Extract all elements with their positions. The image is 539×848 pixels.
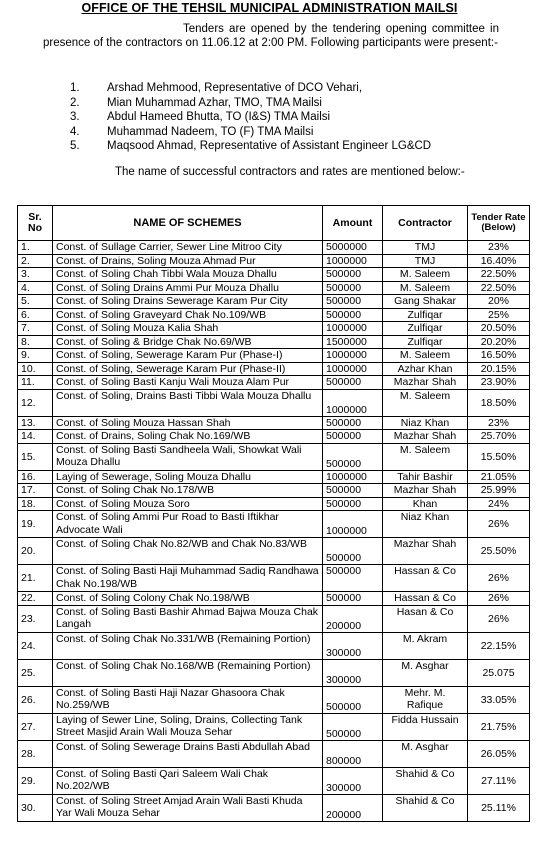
cell-tender-rate: 21.05% [468, 470, 530, 484]
cell-amount: 1000000 [323, 389, 383, 416]
cell-scheme-name: Const. of Soling Drains Ammi Pur Mouza Dhallu [53, 281, 323, 295]
cell-contractor: Mehr. M. Rafique [383, 686, 468, 713]
participant-item [70, 139, 431, 154]
table-row [18, 740, 530, 767]
cell-contractor: Mazhar Shah [383, 484, 468, 498]
cell-sr-no: 17. [18, 484, 53, 498]
table-body [18, 241, 530, 822]
table-row [18, 484, 530, 498]
table-row [18, 376, 530, 390]
cell-amount: 300000 [323, 659, 383, 686]
cell-tender-rate: 22.50% [468, 281, 530, 295]
cell-sr-no: 2. [18, 254, 53, 268]
cell-tender-rate: 16.40% [468, 254, 530, 268]
table-header-row [18, 206, 530, 241]
cell-amount: 500000 [323, 565, 383, 592]
table-row [18, 281, 530, 295]
cell-amount: 500000 [323, 497, 383, 511]
cell-scheme-name: Const. of Drains, Soling Chak No.169/WB [53, 430, 323, 444]
cell-amount: 500000 [323, 376, 383, 390]
cell-amount: 500000 [323, 295, 383, 309]
cell-contractor: Khan [383, 497, 468, 511]
cell-amount: 500000 [323, 713, 383, 740]
cell-scheme-name: Const. of Soling Basti Haji Nazar Ghasoora Chak No.259/WB [53, 686, 323, 713]
cell-contractor: Zulfiqar [383, 335, 468, 349]
cell-tender-rate: 23% [468, 416, 530, 430]
cell-amount: 1000000 [323, 470, 383, 484]
cell-tender-rate: 26.05% [468, 740, 530, 767]
cell-amount: 200000 [323, 605, 383, 632]
participant-item [70, 81, 431, 96]
cell-amount: 1500000 [323, 335, 383, 349]
participant-number: 5. [70, 140, 80, 152]
participant-name: Maqsood Ahmad, Representative of Assistant Engineer LG&CD [107, 140, 432, 152]
cell-scheme-name: Const. of Soling & Bridge Chak No.69/WB [53, 335, 323, 349]
tenders-table [17, 205, 530, 822]
table-row [18, 592, 530, 606]
cell-tender-rate: 25.99% [468, 484, 530, 498]
cell-amount: 500000 [323, 416, 383, 430]
participant-name: Abdul Hameed Bhutta, TO (I&S) TMA Mailsi [107, 111, 331, 123]
cell-sr-no: 1. [18, 241, 53, 255]
table-row [18, 416, 530, 430]
cell-scheme-name: Const. of Soling Mouza Kalia Shah [53, 322, 323, 336]
cell-scheme-name: Const. of Soling Chak No.178/WB [53, 484, 323, 498]
cell-sr-no: 4. [18, 281, 53, 295]
cell-sr-no: 13. [18, 416, 53, 430]
cell-sr-no: 14. [18, 430, 53, 444]
cell-sr-no: 6. [18, 308, 53, 322]
header-scheme-name: NAME OF SCHEMES [53, 206, 323, 241]
cell-scheme-name: Const. of Soling Chak No.331/WB (Remaining Portion) [53, 632, 323, 659]
table-row [18, 767, 530, 794]
cell-scheme-name: Const. of Soling, Sewerage Karam Pur (Phase-I) [53, 349, 323, 363]
cell-tender-rate: 22.50% [468, 268, 530, 282]
intro-text: Tenders are opened by the tendering opening committee in presence of the contractors on 11.06.12 at 2:00 PM. Following participants were present:- [43, 23, 499, 49]
cell-amount: 500000 [323, 308, 383, 322]
participant-name: Arshad Mehmood, Representative of DCO Vehari, [107, 82, 363, 94]
cell-scheme-name: Const. of Soling Basti Bashir Ahmad Bajwa Mouza Chak Langah [53, 605, 323, 632]
cell-sr-no: 19. [18, 511, 53, 538]
table-row [18, 308, 530, 322]
cell-contractor: Mazhar Shah [383, 376, 468, 390]
cell-tender-rate: 33.05% [468, 686, 530, 713]
table-row [18, 254, 530, 268]
cell-sr-no: 21. [18, 565, 53, 592]
cell-amount: 500000 [323, 686, 383, 713]
table-row [18, 389, 530, 416]
cell-sr-no: 20. [18, 538, 53, 565]
table-row [18, 605, 530, 632]
cell-sr-no: 25. [18, 659, 53, 686]
table-row [18, 470, 530, 484]
cell-scheme-name: Laying of Sewer Line, Soling, Drains, Collecting Tank Street Masjid Arain Wali Mouza Sehar [53, 713, 323, 740]
cell-sr-no: 11. [18, 376, 53, 390]
participant-number: 4. [70, 125, 80, 138]
cell-sr-no: 22. [18, 592, 53, 606]
cell-sr-no: 16. [18, 470, 53, 484]
cell-tender-rate: 26% [468, 605, 530, 632]
cell-scheme-name: Const. of Drains, Soling Mouza Ahmad Pur [53, 254, 323, 268]
cell-sr-no: 8. [18, 335, 53, 349]
participant-item [70, 125, 431, 140]
cell-sr-no: 23. [18, 605, 53, 632]
cell-scheme-name: Const. of Soling Colony Chak No.198/WB [53, 592, 323, 606]
cell-tender-rate: 20.50% [468, 322, 530, 336]
cell-sr-no: 15. [18, 443, 53, 470]
cell-tender-rate: 25.11% [468, 794, 530, 821]
table-row [18, 335, 530, 349]
cell-contractor: Fidda Hussain [383, 713, 468, 740]
cell-contractor: Niaz Khan [383, 511, 468, 538]
cell-sr-no: 26. [18, 686, 53, 713]
cell-tender-rate: 26% [468, 592, 530, 606]
cell-amount: 1000000 [323, 362, 383, 376]
cell-scheme-name: Const. of Soling Sewerage Drains Basti Abdullah Abad [53, 740, 323, 767]
table-row [18, 565, 530, 592]
cell-sr-no: 27. [18, 713, 53, 740]
cell-amount: 1000000 [323, 254, 383, 268]
cell-tender-rate: 23.90% [468, 376, 530, 390]
cell-tender-rate: 26% [468, 565, 530, 592]
cell-scheme-name: Const. of Soling Basti Kanju Wali Mouza Alam Pur [53, 376, 323, 390]
cell-contractor: M. Saleem [383, 443, 468, 470]
participant-number: 2. [70, 96, 80, 109]
cell-scheme-name: Const. of Soling Basti Haji Muhammad Sadiq Randhawa Chak No.198/WB [53, 565, 323, 592]
cell-sr-no: 30. [18, 794, 53, 821]
cell-sr-no: 18. [18, 497, 53, 511]
cell-contractor: M. Akram [383, 632, 468, 659]
cell-amount: 5000000 [323, 241, 383, 255]
cell-amount: 300000 [323, 632, 383, 659]
header-tender-rate: Tender Rate (Below) [468, 206, 530, 241]
cell-amount: 500000 [323, 484, 383, 498]
participant-name: Mian Muhammad Azhar, TMO, TMA Mailsi [107, 96, 322, 109]
cell-amount: 500000 [323, 268, 383, 282]
cell-tender-rate: 15.50% [468, 443, 530, 470]
cell-scheme-name: Const. of Sullage Carrier, Sewer Line Mitroo City [53, 241, 323, 255]
cell-contractor: Gang Shakar [383, 295, 468, 309]
cell-amount: 200000 [323, 794, 383, 821]
cell-sr-no: 29. [18, 767, 53, 794]
cell-contractor: TMJ [383, 241, 468, 255]
results-intro-paragraph [43, 166, 499, 180]
participant-number: 1. [70, 82, 80, 94]
header-contractor: Contractor [383, 206, 468, 241]
cell-amount: 800000 [323, 740, 383, 767]
cell-contractor: Hassan & Co [383, 592, 468, 606]
cell-tender-rate: 18.50% [468, 389, 530, 416]
table-row [18, 794, 530, 821]
cell-tender-rate: 25.50% [468, 538, 530, 565]
cell-scheme-name: Const. of Soling Basti Qari Saleem Wali Chak No.202/WB [53, 767, 323, 794]
cell-tender-rate: 21.75% [468, 713, 530, 740]
cell-amount: 300000 [323, 767, 383, 794]
results-intro-text: The name of successful contractors and rates are mentioned below:- [115, 166, 465, 178]
cell-contractor: Niaz Khan [383, 416, 468, 430]
cell-tender-rate: 23% [468, 241, 530, 255]
header-sr-no: Sr. No [18, 206, 53, 241]
cell-contractor: M. Saleem [383, 281, 468, 295]
cell-contractor: Tahir Bashir [383, 470, 468, 484]
table-row [18, 268, 530, 282]
cell-sr-no: 12. [18, 389, 53, 416]
cell-scheme-name: Const. of Soling, Sewerage Karam Pur (Phase-II) [53, 362, 323, 376]
table-row [18, 497, 530, 511]
cell-contractor: Zulfiqar [383, 322, 468, 336]
cell-scheme-name: Const. of Soling Ammi Pur Road to Basti Iftikhar Advocate Wali [53, 511, 323, 538]
cell-sr-no: 3. [18, 268, 53, 282]
cell-tender-rate: 25.70% [468, 430, 530, 444]
table-row [18, 362, 530, 376]
cell-tender-rate: 20.15% [468, 362, 530, 376]
cell-tender-rate: 20% [468, 295, 530, 309]
cell-scheme-name: Const. of Soling Drains Sewerage Karam Pur City [53, 295, 323, 309]
cell-sr-no: 5. [18, 295, 53, 309]
table-row [18, 443, 530, 470]
cell-scheme-name: Laying of Sewerage, Soling Mouza Dhallu [53, 470, 323, 484]
cell-scheme-name: Const. of Soling Basti Sandheela Wali, Showkat Wali Mouza Dhallu [53, 443, 323, 470]
cell-tender-rate: 24% [468, 497, 530, 511]
cell-tender-rate: 16.50% [468, 349, 530, 363]
cell-scheme-name: Const. of Soling Mouza Soro [53, 497, 323, 511]
cell-scheme-name: Const. of Soling Street Amjad Arain Wali Basti Khuda Yar Wali Mouza Sehar [53, 794, 323, 821]
cell-contractor: Shahid & Co [383, 794, 468, 821]
cell-contractor: Shahid & Co [383, 767, 468, 794]
cell-scheme-name: Const. of Soling, Drains Basti Tibbi Wala Mouza Dhallu [53, 389, 323, 416]
cell-contractor: M. Saleem [383, 389, 468, 416]
table-row [18, 511, 530, 538]
cell-amount: 500000 [323, 281, 383, 295]
cell-amount: 500000 [323, 592, 383, 606]
cell-contractor: Zulfiqar [383, 308, 468, 322]
table-row [18, 713, 530, 740]
cell-contractor: M. Saleem [383, 268, 468, 282]
cell-amount: 500000 [323, 443, 383, 470]
cell-contractor: Azhar Khan [383, 362, 468, 376]
table-row [18, 295, 530, 309]
participants-list [70, 81, 431, 154]
cell-sr-no: 7. [18, 322, 53, 336]
cell-contractor: Mazhar Shah [383, 538, 468, 565]
cell-amount: 1000000 [323, 322, 383, 336]
cell-tender-rate: 25.075 [468, 659, 530, 686]
cell-scheme-name: Const. of Soling Mouza Hassan Shah [53, 416, 323, 430]
cell-sr-no: 9. [18, 349, 53, 363]
table-row [18, 349, 530, 363]
cell-contractor: Mazhar Shah [383, 430, 468, 444]
cell-tender-rate: 20.20% [468, 335, 530, 349]
cell-tender-rate: 25% [468, 308, 530, 322]
cell-contractor: M. Asghar [383, 659, 468, 686]
cell-amount: 500000 [323, 538, 383, 565]
cell-amount: 500000 [323, 430, 383, 444]
participant-item [70, 96, 431, 111]
table-row [18, 241, 530, 255]
cell-tender-rate: 26% [468, 511, 530, 538]
cell-amount: 1000000 [323, 349, 383, 363]
cell-sr-no: 10. [18, 362, 53, 376]
participant-item [70, 110, 431, 125]
participant-name: Muhammad Nadeem, TO (F) TMA Mailsi [107, 125, 314, 138]
cell-contractor: M. Asghar [383, 740, 468, 767]
cell-contractor: Hassan & Co [383, 565, 468, 592]
cell-contractor: Hasan & Co [383, 605, 468, 632]
cell-scheme-name: Const. of Soling Chak No.168/WB (Remaining Portion) [53, 659, 323, 686]
cell-scheme-name: Const. of Soling Chah Tibbi Wala Mouza Dhallu [53, 268, 323, 282]
table-row [18, 686, 530, 713]
cell-contractor: M. Saleem [383, 349, 468, 363]
cell-contractor: TMJ [383, 254, 468, 268]
cell-amount: 1000000 [323, 511, 383, 538]
header-amount: Amount [323, 206, 383, 241]
table-row [18, 430, 530, 444]
cell-scheme-name: Const. of Soling Graveyard Chak No.109/WB [53, 308, 323, 322]
participant-number: 3. [70, 111, 80, 123]
table-row [18, 632, 530, 659]
cell-tender-rate: 22.15% [468, 632, 530, 659]
cell-sr-no: 28. [18, 740, 53, 767]
cell-scheme-name: Const. of Soling Chak No.82/WB and Chak No.83/WB [53, 538, 323, 565]
cell-tender-rate: 27.11% [468, 767, 530, 794]
table-row [18, 538, 530, 565]
table-row [18, 322, 530, 336]
table-row [18, 659, 530, 686]
page-title: OFFICE OF THE TEHSIL MUNICIPAL ADMINISTRATION MAILSI [81, 1, 458, 15]
cell-sr-no: 24. [18, 632, 53, 659]
intro-paragraph [43, 23, 499, 50]
